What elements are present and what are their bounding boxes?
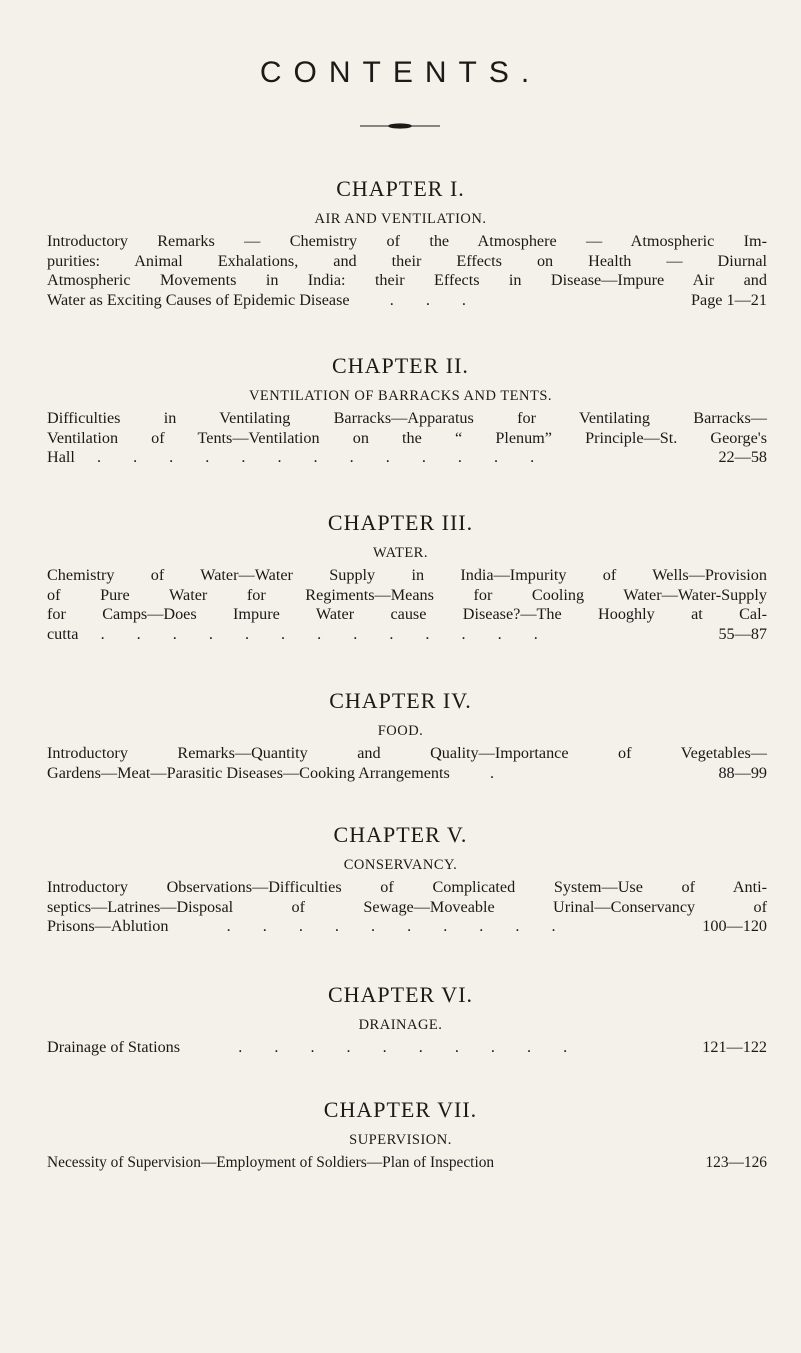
chapter-summary bbox=[47, 409, 767, 468]
chapter-heading: CHAPTER VII. bbox=[323, 1097, 478, 1122]
leader-dots: . . . . . . . . . . bbox=[184, 1038, 582, 1056]
summary-line-text: Hall bbox=[47, 448, 75, 466]
summary-line-text: Drainage of Stations bbox=[47, 1038, 181, 1056]
summary-line: Difficulties in Ventilating Barracks—Apparatus for Ventilating Barracks— bbox=[47, 409, 767, 427]
leader-dots: . . . . . . . . . . . . . bbox=[78, 448, 549, 466]
summary-line: Introductory Observations—Difficulties of Complicated System—Use of Anti- bbox=[47, 878, 767, 896]
chapter-subject: CONSERVANCY. bbox=[343, 857, 458, 873]
summary-line: Ventilation of Tents—Ventilation on the “ Plenum” Principle—St. George's bbox=[47, 428, 767, 447]
chapter-subject: WATER. bbox=[373, 545, 428, 561]
summary-line: Introductory Remarks—Quantity and Quality—Importance of Vegetables— bbox=[47, 744, 767, 762]
summary-line: Atmospheric Movements in India: their Effects in Disease—Impure Air and bbox=[47, 271, 767, 289]
chapter-summary bbox=[47, 232, 767, 310]
summary-line: for Camps—Does Impure Water cause Disease?—The Hooghly at Cal- bbox=[47, 605, 767, 623]
summary-line-last bbox=[47, 291, 767, 311]
decorative-rule-icon bbox=[360, 123, 440, 129]
chapter-subject: FOOD. bbox=[377, 723, 424, 739]
chapter-7 bbox=[0, 1097, 801, 1173]
page-range: Page 1—21 bbox=[691, 290, 767, 309]
chapter-subject: AIR AND VENTILATION. bbox=[314, 211, 487, 227]
leader-dots: . . . bbox=[353, 290, 480, 309]
page-range: 100—120 bbox=[702, 917, 767, 935]
leader-dots: . . . . . . . . . . . . . bbox=[82, 624, 552, 643]
summary-line: Introductory Remarks — Chemistry of the Atmosphere — Atmospheric Im- bbox=[47, 232, 767, 250]
chapter-5 bbox=[0, 822, 801, 937]
page-range: 88—99 bbox=[718, 763, 767, 782]
chapter-heading: CHAPTER VI. bbox=[327, 982, 474, 1007]
summary-line: septics—Latrines—Disposal of Sewage—Moveable Urinal—Conservancy of bbox=[47, 897, 767, 916]
chapter-heading: CHAPTER I. bbox=[336, 176, 465, 201]
chapter-3 bbox=[0, 510, 801, 644]
chapter-subject: DRAINAGE. bbox=[358, 1017, 443, 1033]
chapter-6 bbox=[0, 982, 801, 1058]
summary-line-text: Necessity of Supervision—Employment of Soldiers—Plan of Inspection bbox=[47, 1154, 495, 1171]
summary-line-last bbox=[47, 917, 767, 937]
summary-line-last bbox=[47, 1038, 767, 1058]
page-range: 55—87 bbox=[718, 624, 767, 643]
summary-line-last bbox=[47, 764, 767, 784]
summary-line: of Pure Water for Regiments—Means for Cooling Water—Water-Supply bbox=[47, 585, 767, 604]
summary-line: purities: Animal Exhalations, and their Effects on Health — Diurnal bbox=[47, 251, 767, 270]
chapter-heading: CHAPTER V. bbox=[333, 822, 468, 847]
summary-line-last bbox=[47, 448, 767, 468]
page-range: 22—58 bbox=[718, 448, 767, 466]
page-range: 123—126 bbox=[705, 1154, 767, 1171]
chapter-summary bbox=[47, 744, 767, 783]
summary-line-text: Gardens—Meat—Parasitic Diseases—Cooking Arrangements bbox=[47, 763, 450, 782]
summary-line-last bbox=[47, 1153, 767, 1173]
page-title: CONTENTS. bbox=[259, 56, 542, 89]
chapter-4 bbox=[0, 688, 801, 783]
summary-line-last bbox=[47, 625, 767, 645]
leader-dots: . . . . . . . . . . bbox=[172, 917, 570, 935]
summary-line: Chemistry of Water—Water Supply in India—Impurity of Wells—Provision bbox=[47, 566, 767, 584]
chapter-heading: CHAPTER II. bbox=[332, 353, 469, 378]
chapter-summary bbox=[47, 878, 767, 937]
chapter-2 bbox=[0, 353, 801, 468]
chapter-heading: CHAPTER IV. bbox=[329, 688, 472, 713]
page-range: 121—122 bbox=[702, 1038, 767, 1056]
chapter-1 bbox=[0, 176, 801, 310]
summary-line-text: Prisons—Ablution bbox=[47, 917, 169, 935]
chapter-summary bbox=[47, 1153, 767, 1173]
summary-line-text: Water as Exciting Causes of Epidemic Disease bbox=[47, 290, 350, 309]
chapter-summary bbox=[47, 566, 767, 644]
chapter-heading: CHAPTER III. bbox=[327, 510, 474, 535]
leader-dots: . bbox=[453, 763, 508, 782]
summary-line-text: cutta bbox=[47, 624, 79, 643]
chapter-summary bbox=[47, 1038, 767, 1058]
chapter-subject: SUPERVISION. bbox=[349, 1132, 452, 1148]
chapter-subject: VENTILATION OF BARRACKS AND TENTS. bbox=[248, 388, 553, 404]
